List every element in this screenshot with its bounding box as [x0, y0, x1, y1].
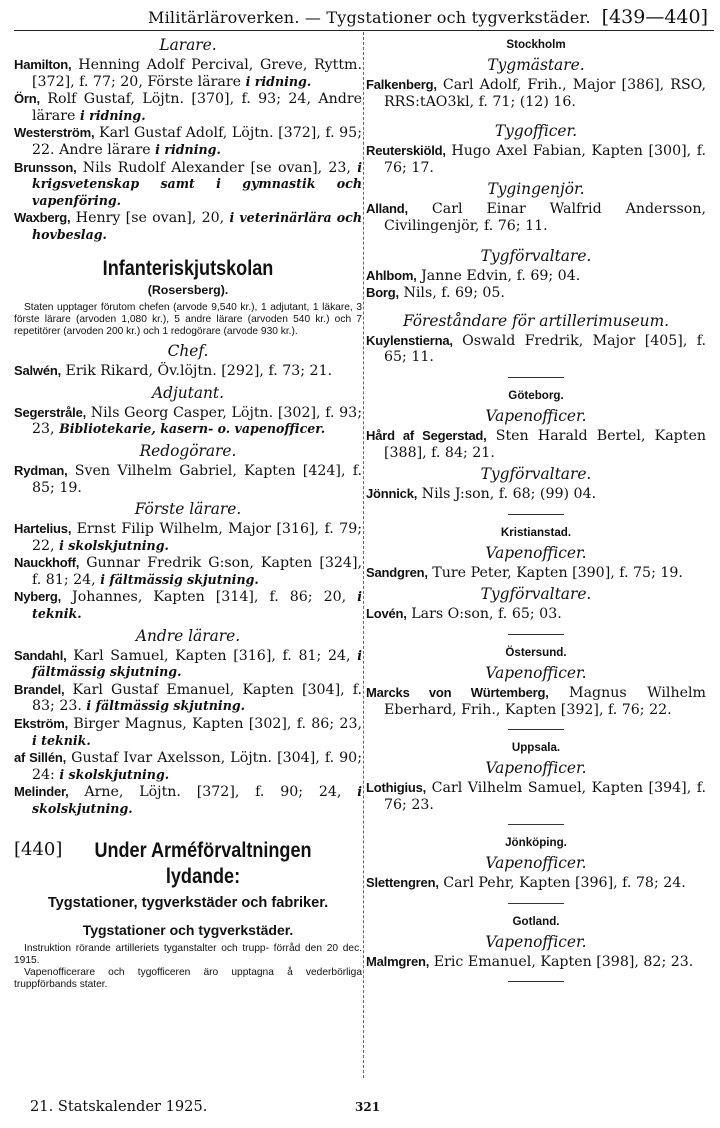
person-entry: [366, 333, 706, 366]
vapenofficer-note: Vapenofficerare och tygofficeren äro upptagna å vederbörliga truppförbands stater.: [14, 967, 362, 991]
person-entry: [14, 682, 362, 715]
tygforvaltare-list-goteborg: [366, 486, 706, 503]
footer-page-number: 321: [355, 1100, 381, 1114]
subhead-fabriker: Tygstationer, tygverkstäder och fabriker.: [47, 894, 329, 911]
section-title-line-1: Under Arméförvaltningen: [94, 838, 312, 862]
person-surname: Sandahl,: [14, 647, 67, 663]
person-surname: Lovén,: [366, 606, 407, 622]
place-uppsala: Uppsala.: [511, 741, 561, 755]
person-details: Karl Samuel, Kapten [316], f. 81; 24,: [66, 647, 358, 664]
person-details: Rolf Gustaf, Löjtn. [370], f. 93; 24, Andre lärare: [32, 91, 362, 124]
person-entry: [14, 405, 362, 438]
person-surname: Salwén,: [14, 363, 62, 379]
person-subject: i teknik.: [32, 589, 362, 622]
tygofficer-heading: Tygofficer.: [494, 122, 578, 141]
person-entry: [366, 268, 706, 285]
person-details: Ture Peter, Kapten [390], f. 75; 19.: [427, 564, 683, 581]
person-subject: i ridning.: [155, 141, 221, 157]
person-surname: Kuylenstierna,: [366, 332, 453, 348]
person-entry: [366, 77, 706, 110]
vapenofficer-list-uppsala: [366, 780, 706, 813]
person-details: Magnus Wilhelm Eberhard, Frih., Kapten [392], f. 76; 22.: [384, 684, 706, 718]
divider-rule: [508, 377, 564, 378]
person-entry: [14, 463, 362, 496]
tygmastare-heading: Tygmästare.: [487, 56, 585, 74]
person-subject: i fältmässig skjutning.: [100, 571, 259, 587]
larare-list: [14, 57, 362, 244]
person-surname: Borg,: [366, 285, 399, 301]
person-surname: Marcks von Würtemberg,: [366, 684, 549, 700]
person-details: Birger Magnus, Kapten [302], f. 86; 23,: [68, 716, 362, 733]
person-details: Arne, Löjtn. [372], f. 90; 24,: [68, 784, 358, 801]
vapenofficer-heading-uppsala: Vapenofficer.: [485, 759, 587, 778]
person-entry: [14, 648, 362, 681]
person-surname: Melinder,: [14, 784, 69, 800]
person-entry: [14, 91, 362, 124]
vapenofficer-list-ostersund: [366, 685, 706, 718]
place-jonkoping: Jönköping.: [505, 836, 567, 850]
person-surname: Nyberg,: [14, 589, 62, 605]
divider-rule: [508, 824, 564, 825]
divider-rule: [508, 729, 564, 730]
place-gotland: Gotland.: [512, 914, 560, 928]
person-surname: Reuterskiöld,: [366, 143, 446, 159]
left-column: [14, 32, 362, 991]
vapenofficer-list-kristianstad: [366, 565, 706, 582]
person-entry: [366, 565, 706, 582]
person-details: Ernst Filip Wilhelm, Major [316], f. 79; 22,: [32, 521, 362, 554]
person-entry: [14, 210, 362, 243]
person-entry: [366, 780, 706, 813]
person-surname: Örn,: [14, 91, 40, 107]
person-subject: i veterinärlära och hovbeslag.: [32, 210, 362, 242]
subhead-tygstationer: Tygstationer och tygverkstäder.: [82, 921, 294, 938]
person-subject: i skolskjutning.: [59, 766, 170, 782]
person-surname: Sandgren,: [366, 564, 428, 580]
vapenofficer-heading-goteborg: Vapenofficer.: [485, 406, 587, 425]
person-entry: [366, 685, 706, 718]
person-details: Nils, f. 69; 05.: [398, 285, 505, 302]
person-entry: [366, 285, 706, 302]
person-details: Johannes, Kapten [314], f. 86; 20,: [61, 589, 358, 606]
person-details: Gustaf Ivar Axelsson, Löjtn. [304], f. 90; 24:: [32, 750, 362, 783]
tygmastare-list: [366, 77, 706, 110]
person-entry: [366, 875, 706, 892]
place-kristianstad: Kristianstad.: [500, 525, 572, 539]
person-surname: Hård af Segerstad,: [366, 427, 487, 443]
person-subject: i krigsvetenskap samt i gymnastik och vapenföring.: [32, 159, 362, 208]
divider-rule: [508, 514, 564, 515]
person-details: Sven Vilhelm Gabriel, Kapten [424], f. 85; 19.: [32, 462, 362, 496]
person-subject: i teknik.: [32, 732, 91, 748]
tygforvaltare-heading-stockholm: Tygförvaltare.: [480, 246, 592, 265]
andre-larare-heading: Andre lärare.: [135, 626, 241, 645]
person-subject: i skolskjutning.: [59, 537, 169, 553]
person-entry: [14, 784, 362, 817]
person-details: Nils Georg Casper, Löjtn. [302], f. 93; 23,: [32, 404, 362, 438]
person-surname: Hamilton,: [14, 57, 72, 72]
redogorare-heading: Redogörare.: [139, 441, 237, 460]
section-title: [66, 838, 339, 890]
school-subtitle: (Rosersberg).: [147, 282, 229, 297]
tygforvaltare-list-kristianstad: [366, 606, 706, 623]
section-header: [14, 838, 362, 890]
person-entry: [366, 606, 706, 623]
person-subject: i ridning.: [245, 73, 312, 89]
adjutant-heading: Adjutant.: [151, 383, 224, 402]
vapenofficer-list-gotland: [366, 954, 706, 971]
person-subject: i ridning.: [79, 107, 146, 123]
forestandare-heading: Föreståndare för artillerimuseum.: [402, 311, 670, 330]
person-entry: [14, 555, 362, 588]
person-surname: Brunsson,: [14, 159, 77, 175]
person-surname: Malmgren,: [366, 953, 430, 969]
andre-larare-list: [14, 648, 362, 818]
person-entry: [14, 750, 362, 783]
person-surname: Ekström,: [14, 716, 69, 732]
person-surname: Westerström,: [14, 125, 95, 141]
person-details: Carl Adolf, Frih., Major [386], RSO, RRS:tAO3kl, f. 71; (12) 16.: [384, 77, 706, 110]
divider-rule: [508, 981, 564, 982]
chef-heading: Chef.: [167, 342, 209, 361]
tygingenjor-list: [366, 201, 706, 234]
person-surname: Hartelius,: [14, 521, 72, 537]
person-entry: [366, 201, 706, 234]
vapenofficer-heading-kristianstad: Vapenofficer.: [485, 543, 587, 562]
page-footer: [30, 1098, 710, 1120]
school-note: Staten upptager förutom chefen (arvode 9,540 kr.), 1 adjutant, 1 läkare, 3 förste lärare (arvoden 1,080 kr.), 5 andre lärare (arvoden 540 kr.) och 7 repetitörer (arvoden 200 kr.) och 1 redogörare (arvode 930 kr.).: [14, 301, 362, 337]
person-entry: [366, 428, 706, 461]
person-subject: i fältmässig skjutning.: [32, 647, 362, 680]
divider-rule: [508, 634, 564, 635]
person-surname: Falkenberg,: [366, 77, 437, 92]
person-surname: Slettengren,: [366, 875, 439, 891]
vapenofficer-heading-gotland: Vapenofficer.: [485, 932, 587, 951]
section-number: [440]: [14, 838, 63, 860]
person-surname: Jönnick,: [366, 486, 418, 502]
person-entry: [366, 954, 706, 971]
person-entry: [14, 716, 362, 749]
person-details: Henning Adolf Percival, Greve, Ryttm. [372], f. 77; 20, Förste lärare: [32, 57, 362, 90]
tygforvaltare-heading-kristianstad: Tygförvaltare.: [480, 585, 592, 604]
person-entry: [14, 57, 362, 90]
person-details: Erik Rikard, Öv.löjtn. [292], f. 73; 21.: [61, 363, 333, 380]
person-surname: Brandel,: [14, 681, 65, 697]
person-entry: [14, 589, 362, 622]
column-divider: [363, 32, 364, 1078]
person-entry: [366, 143, 706, 176]
chef-list: [14, 363, 362, 380]
person-entry: [14, 125, 362, 158]
instruction-note: Instruktion rörande artilleriets tyganstalter och trupp- förråd den 20 dec. 1915.: [14, 942, 362, 966]
tygforvaltare-heading-goteborg: Tygförvaltare.: [480, 465, 592, 484]
person-details: Karl Gustaf Emanuel, Kapten [304], f. 83; 23.: [32, 681, 362, 715]
person-details: Nils J:son, f. 68; (99) 04.: [417, 486, 597, 503]
person-details: Lars O:son, f. 65; 03.: [406, 606, 562, 623]
person-details: Carl Pehr, Kapten [396], f. 78; 24.: [438, 875, 686, 892]
person-entry: [366, 486, 706, 503]
person-surname: Waxberg,: [14, 210, 71, 226]
person-details: Oswald Fredrik, Major [405], f. 65; 11.: [384, 332, 706, 366]
running-head-title: Militärläroverken. — Tygstationer och tygverkstäder.: [148, 8, 591, 27]
person-subject: i skolskjutning.: [32, 784, 362, 817]
person-entry: [14, 521, 362, 554]
person-surname: Rydman,: [14, 462, 68, 478]
person-entry: [14, 363, 362, 380]
school-title: Infanteriskjutskolan: [102, 256, 274, 280]
person-entry: [14, 160, 362, 210]
place-goteborg: Göteborg.: [508, 388, 564, 402]
adjutant-list: [14, 405, 362, 438]
person-surname: Segerstråle,: [14, 404, 87, 420]
running-head: [14, 6, 714, 31]
right-column: [366, 32, 706, 993]
person-details: Henry [se ovan], 20,: [70, 210, 230, 227]
larare-heading: Larare.: [159, 36, 217, 54]
person-details: Eric Emanuel, Kapten [398], 82; 23.: [429, 953, 694, 970]
vapenofficer-list-goteborg: [366, 428, 706, 461]
person-details: Sten Harald Bertel, Kapten [388], f. 84; 21.: [384, 427, 706, 461]
person-details: Carl Vilhelm Samuel, Kapten [394], f. 76; 23.: [384, 780, 706, 813]
vapenofficer-heading-ostersund: Vapenofficer.: [485, 663, 587, 682]
person-surname: Nauckhoff,: [14, 555, 80, 571]
person-surname: Lothigius,: [366, 780, 427, 796]
person-details: Carl Einar Walfrid Andersson, Civilingenjör, f. 76; 11.: [384, 201, 706, 234]
tygforvaltare-list-stockholm: [366, 268, 706, 302]
person-details: Gunnar Fredrik G:son, Kapten [324], f. 81; 24,: [32, 555, 362, 588]
person-surname: af Sillén,: [14, 750, 67, 766]
running-head-page-range: [439—440]: [601, 6, 708, 28]
place-stockholm: Stockholm: [506, 38, 566, 51]
vapenofficer-list-jonkoping: [366, 875, 706, 892]
person-details: Janne Edvin, f. 69; 04.: [416, 267, 581, 284]
divider-rule: [508, 903, 564, 904]
person-details: Hugo Axel Fabian, Kapten [300], f. 76; 17.: [384, 143, 706, 176]
forestandare-list: [366, 333, 706, 366]
person-details: Karl Gustaf Adolf, Löjtn. [372], f. 95; 22. Andre lärare: [32, 125, 362, 158]
tygofficer-list: [366, 143, 706, 176]
person-subject: Bibliotekarie, kasern- o. vapenofficer.: [59, 421, 326, 437]
section-title-line-2: lydande:: [165, 864, 241, 888]
person-details: Nils Rudolf Alexander [se ovan], 23,: [76, 159, 358, 176]
redogorare-list: [14, 463, 362, 496]
vapenofficer-heading-jonkoping: Vapenofficer.: [485, 854, 587, 873]
person-surname: Ahlbom,: [366, 267, 417, 283]
person-subject: i fältmässig skjutning.: [86, 698, 246, 714]
forste-larare-list: [14, 521, 362, 623]
place-ostersund: Östersund.: [505, 645, 567, 659]
forste-larare-heading: Förste lärare.: [134, 500, 242, 519]
person-surname: Alland,: [366, 201, 408, 217]
footer-volume: 21. Statskalender 1925.: [30, 1098, 208, 1115]
tygingenjor-heading: Tygingenjör.: [487, 180, 585, 199]
